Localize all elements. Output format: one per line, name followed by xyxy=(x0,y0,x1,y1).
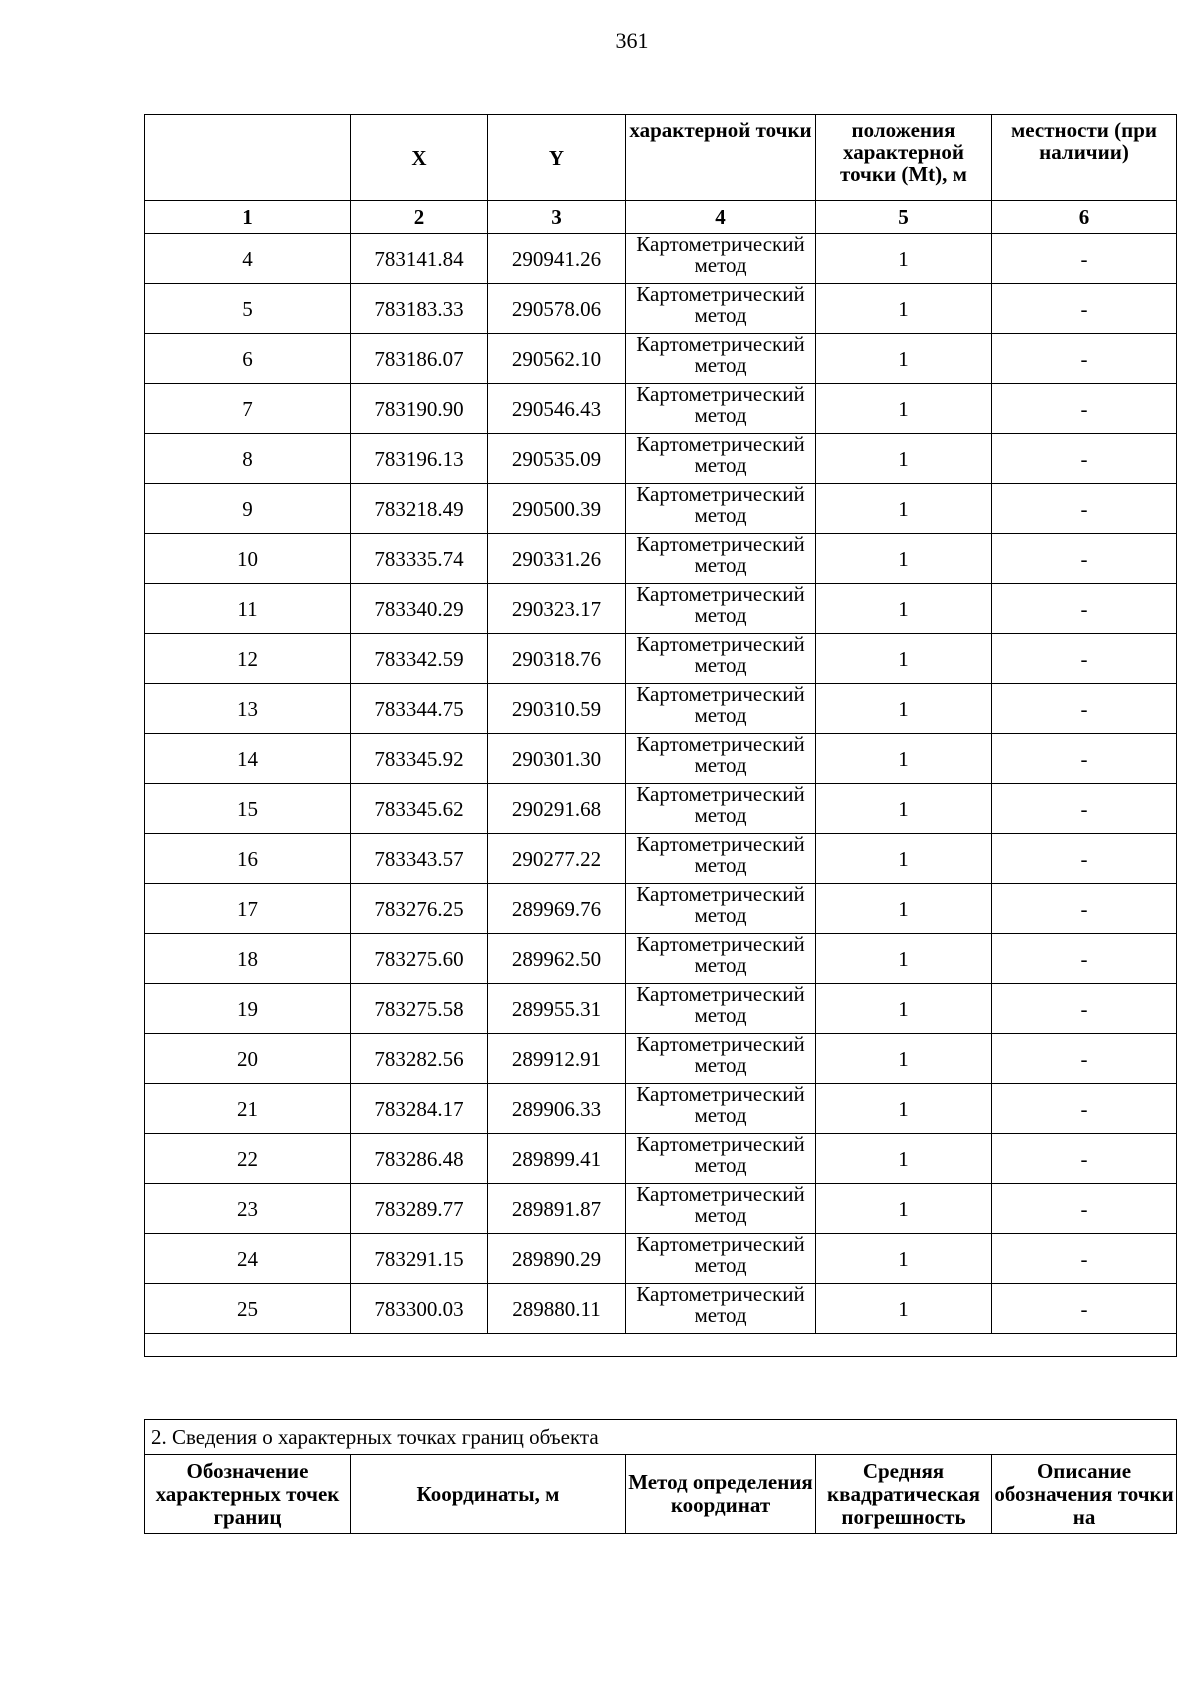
method-cell: Картометрический метод xyxy=(626,584,816,634)
empty-row xyxy=(145,1334,1177,1357)
description-cell: - xyxy=(992,984,1177,1034)
table-row xyxy=(145,634,1177,684)
y-coordinate-cell: 289880.11 xyxy=(488,1284,626,1334)
method-cell: Картометрический метод xyxy=(626,434,816,484)
table-header-row xyxy=(145,115,1177,201)
description-cell: - xyxy=(992,1084,1177,1134)
x-coordinate-cell: 783335.74 xyxy=(351,534,488,584)
column-number: 5 xyxy=(816,201,992,234)
y-coordinate-cell: 290535.09 xyxy=(488,434,626,484)
description-cell: - xyxy=(992,234,1177,284)
y-coordinate-cell: 290578.06 xyxy=(488,284,626,334)
table-row xyxy=(145,584,1177,634)
mt-cell: 1 xyxy=(816,834,992,884)
description-cell: - xyxy=(992,534,1177,584)
y-coordinate-cell: 290500.39 xyxy=(488,484,626,534)
point-number-cell: 10 xyxy=(145,534,351,584)
x-coordinate-cell: 783345.62 xyxy=(351,784,488,834)
method-cell: Картометрический метод xyxy=(626,634,816,684)
table-row xyxy=(145,984,1177,1034)
header-mean-error: Средняя квадратическая погрешность xyxy=(816,1455,992,1534)
section-title-row xyxy=(145,1420,1177,1455)
table-row xyxy=(145,1284,1177,1334)
description-cell: - xyxy=(992,434,1177,484)
table-row xyxy=(145,334,1177,384)
point-number-cell: 9 xyxy=(145,484,351,534)
column-number: 4 xyxy=(626,201,816,234)
method-cell: Картометрический метод xyxy=(626,734,816,784)
y-coordinate-cell: 290941.26 xyxy=(488,234,626,284)
mt-cell: 1 xyxy=(816,1284,992,1334)
mt-cell: 1 xyxy=(816,634,992,684)
x-coordinate-cell: 783186.07 xyxy=(351,334,488,384)
table-row xyxy=(145,534,1177,584)
method-cell: Картометрический метод xyxy=(626,1084,816,1134)
y-coordinate-cell: 290277.22 xyxy=(488,834,626,884)
point-number-cell: 19 xyxy=(145,984,351,1034)
point-number-cell: 4 xyxy=(145,234,351,284)
method-cell: Картометрический метод xyxy=(626,934,816,984)
header-point-designation xyxy=(145,115,351,201)
x-coordinate-cell: 783190.90 xyxy=(351,384,488,434)
x-coordinate-cell: 783183.33 xyxy=(351,284,488,334)
mt-cell: 1 xyxy=(816,384,992,434)
point-number-cell: 6 xyxy=(145,334,351,384)
x-coordinate-cell: 783344.75 xyxy=(351,684,488,734)
x-coordinate-cell: 783340.29 xyxy=(351,584,488,634)
mt-cell: 1 xyxy=(816,584,992,634)
description-cell: - xyxy=(992,1234,1177,1284)
y-coordinate-cell: 289912.91 xyxy=(488,1034,626,1084)
description-cell: - xyxy=(992,834,1177,884)
method-cell: Картометрический метод xyxy=(626,1134,816,1184)
x-coordinate-cell: 783141.84 xyxy=(351,234,488,284)
method-cell: Картометрический метод xyxy=(626,234,816,284)
header-method: характерной точки xyxy=(626,115,816,201)
method-cell: Картометрический метод xyxy=(626,334,816,384)
mt-cell: 1 xyxy=(816,1184,992,1234)
point-number-cell: 8 xyxy=(145,434,351,484)
table-row xyxy=(145,934,1177,984)
y-coordinate-cell: 290546.43 xyxy=(488,384,626,434)
description-cell: - xyxy=(992,784,1177,834)
table-row xyxy=(145,1134,1177,1184)
table-row xyxy=(145,834,1177,884)
column-number-row xyxy=(145,201,1177,234)
mt-cell: 1 xyxy=(816,884,992,934)
method-cell: Картометрический метод xyxy=(626,384,816,434)
description-cell: - xyxy=(992,1134,1177,1184)
table-row xyxy=(145,384,1177,434)
description-cell: - xyxy=(992,384,1177,434)
x-coordinate-cell: 783196.13 xyxy=(351,434,488,484)
point-number-cell: 18 xyxy=(145,934,351,984)
y-coordinate-cell: 290562.10 xyxy=(488,334,626,384)
y-coordinate-cell: 289899.41 xyxy=(488,1134,626,1184)
method-cell: Картометрический метод xyxy=(626,1034,816,1084)
x-coordinate-cell: 783291.15 xyxy=(351,1234,488,1284)
table-row xyxy=(145,434,1177,484)
x-coordinate-cell: 783275.58 xyxy=(351,984,488,1034)
y-coordinate-cell: 290331.26 xyxy=(488,534,626,584)
method-cell: Картометрический метод xyxy=(626,984,816,1034)
table-row xyxy=(145,284,1177,334)
description-cell: - xyxy=(992,884,1177,934)
description-cell: - xyxy=(992,734,1177,784)
x-coordinate-cell: 783282.56 xyxy=(351,1034,488,1084)
y-coordinate-cell: 289891.87 xyxy=(488,1184,626,1234)
description-cell: - xyxy=(992,934,1177,984)
table-row xyxy=(145,734,1177,784)
point-number-cell: 7 xyxy=(145,384,351,434)
table-header-row xyxy=(145,1455,1177,1534)
empty-cell xyxy=(145,1334,1177,1357)
table-row xyxy=(145,1184,1177,1234)
mt-cell: 1 xyxy=(816,534,992,584)
table-row xyxy=(145,684,1177,734)
mt-cell: 1 xyxy=(816,1084,992,1134)
mt-cell: 1 xyxy=(816,734,992,784)
method-cell: Картометрический метод xyxy=(626,1234,816,1284)
point-number-cell: 15 xyxy=(145,784,351,834)
x-coordinate-cell: 783345.92 xyxy=(351,734,488,784)
y-coordinate-cell: 290323.17 xyxy=(488,584,626,634)
method-cell: Картометрический метод xyxy=(626,884,816,934)
mt-cell: 1 xyxy=(816,1034,992,1084)
point-number-cell: 16 xyxy=(145,834,351,884)
x-coordinate-cell: 783342.59 xyxy=(351,634,488,684)
header-description: местности (при наличии) xyxy=(992,115,1177,201)
point-number-cell: 13 xyxy=(145,684,351,734)
mt-cell: 1 xyxy=(816,434,992,484)
y-coordinate-cell: 289906.33 xyxy=(488,1084,626,1134)
x-coordinate-cell: 783286.48 xyxy=(351,1134,488,1184)
mt-cell: 1 xyxy=(816,484,992,534)
column-number: 2 xyxy=(351,201,488,234)
header-point-designation: Обозначение характерных точек границ xyxy=(145,1455,351,1534)
y-coordinate-cell: 290291.68 xyxy=(488,784,626,834)
description-cell: - xyxy=(992,584,1177,634)
description-cell: - xyxy=(992,634,1177,684)
point-number-cell: 21 xyxy=(145,1084,351,1134)
mt-cell: 1 xyxy=(816,234,992,284)
description-cell: - xyxy=(992,1184,1177,1234)
boundary-info-table xyxy=(144,1419,1177,1534)
x-coordinate-cell: 783300.03 xyxy=(351,1284,488,1334)
point-number-cell: 25 xyxy=(145,1284,351,1334)
point-number-cell: 14 xyxy=(145,734,351,784)
point-number-cell: 12 xyxy=(145,634,351,684)
mt-cell: 1 xyxy=(816,1134,992,1184)
method-cell: Картометрический метод xyxy=(626,534,816,584)
mt-cell: 1 xyxy=(816,934,992,984)
table-row xyxy=(145,234,1177,284)
header-x: X xyxy=(351,115,488,201)
section-title: 2. Сведения о характерных точках границ объекта xyxy=(145,1420,1177,1455)
boundary-points-table xyxy=(144,114,1177,1357)
x-coordinate-cell: 783275.60 xyxy=(351,934,488,984)
x-coordinate-cell: 783284.17 xyxy=(351,1084,488,1134)
y-coordinate-cell: 289955.31 xyxy=(488,984,626,1034)
table-row xyxy=(145,884,1177,934)
x-coordinate-cell: 783289.77 xyxy=(351,1184,488,1234)
mt-cell: 1 xyxy=(816,684,992,734)
table-row xyxy=(145,1084,1177,1134)
mt-cell: 1 xyxy=(816,334,992,384)
description-cell: - xyxy=(992,684,1177,734)
y-coordinate-cell: 290318.76 xyxy=(488,634,626,684)
point-number-cell: 23 xyxy=(145,1184,351,1234)
x-coordinate-cell: 783343.57 xyxy=(351,834,488,884)
method-cell: Картометрический метод xyxy=(626,1284,816,1334)
column-number: 6 xyxy=(992,201,1177,234)
header-description: Описание обозначения точки на xyxy=(992,1455,1177,1534)
point-number-cell: 11 xyxy=(145,584,351,634)
mt-cell: 1 xyxy=(816,784,992,834)
point-number-cell: 5 xyxy=(145,284,351,334)
method-cell: Картометрический метод xyxy=(626,1184,816,1234)
description-cell: - xyxy=(992,484,1177,534)
y-coordinate-cell: 289890.29 xyxy=(488,1234,626,1284)
y-coordinate-cell: 290301.30 xyxy=(488,734,626,784)
mt-cell: 1 xyxy=(816,284,992,334)
table-row xyxy=(145,784,1177,834)
header-mt: положения характерной точки (Mt), м xyxy=(816,115,992,201)
column-number: 1 xyxy=(145,201,351,234)
description-cell: - xyxy=(992,1284,1177,1334)
point-number-cell: 24 xyxy=(145,1234,351,1284)
method-cell: Картометрический метод xyxy=(626,834,816,884)
description-cell: - xyxy=(992,284,1177,334)
method-cell: Картометрический метод xyxy=(626,684,816,734)
description-cell: - xyxy=(992,1034,1177,1084)
description-cell: - xyxy=(992,334,1177,384)
column-number: 3 xyxy=(488,201,626,234)
y-coordinate-cell: 290310.59 xyxy=(488,684,626,734)
header-coordinates: Координаты, м xyxy=(351,1455,626,1534)
header-method: Метод определения координат xyxy=(626,1455,816,1534)
method-cell: Картометрический метод xyxy=(626,784,816,834)
table-row xyxy=(145,1234,1177,1284)
x-coordinate-cell: 783276.25 xyxy=(351,884,488,934)
method-cell: Картометрический метод xyxy=(626,284,816,334)
x-coordinate-cell: 783218.49 xyxy=(351,484,488,534)
header-y: Y xyxy=(488,115,626,201)
point-number-cell: 17 xyxy=(145,884,351,934)
point-number-cell: 20 xyxy=(145,1034,351,1084)
page-number: 361 xyxy=(615,28,649,53)
table-row xyxy=(145,1034,1177,1084)
table-row xyxy=(145,484,1177,534)
mt-cell: 1 xyxy=(816,984,992,1034)
method-cell: Картометрический метод xyxy=(626,484,816,534)
point-number-cell: 22 xyxy=(145,1134,351,1184)
mt-cell: 1 xyxy=(816,1234,992,1284)
y-coordinate-cell: 289962.50 xyxy=(488,934,626,984)
y-coordinate-cell: 289969.76 xyxy=(488,884,626,934)
